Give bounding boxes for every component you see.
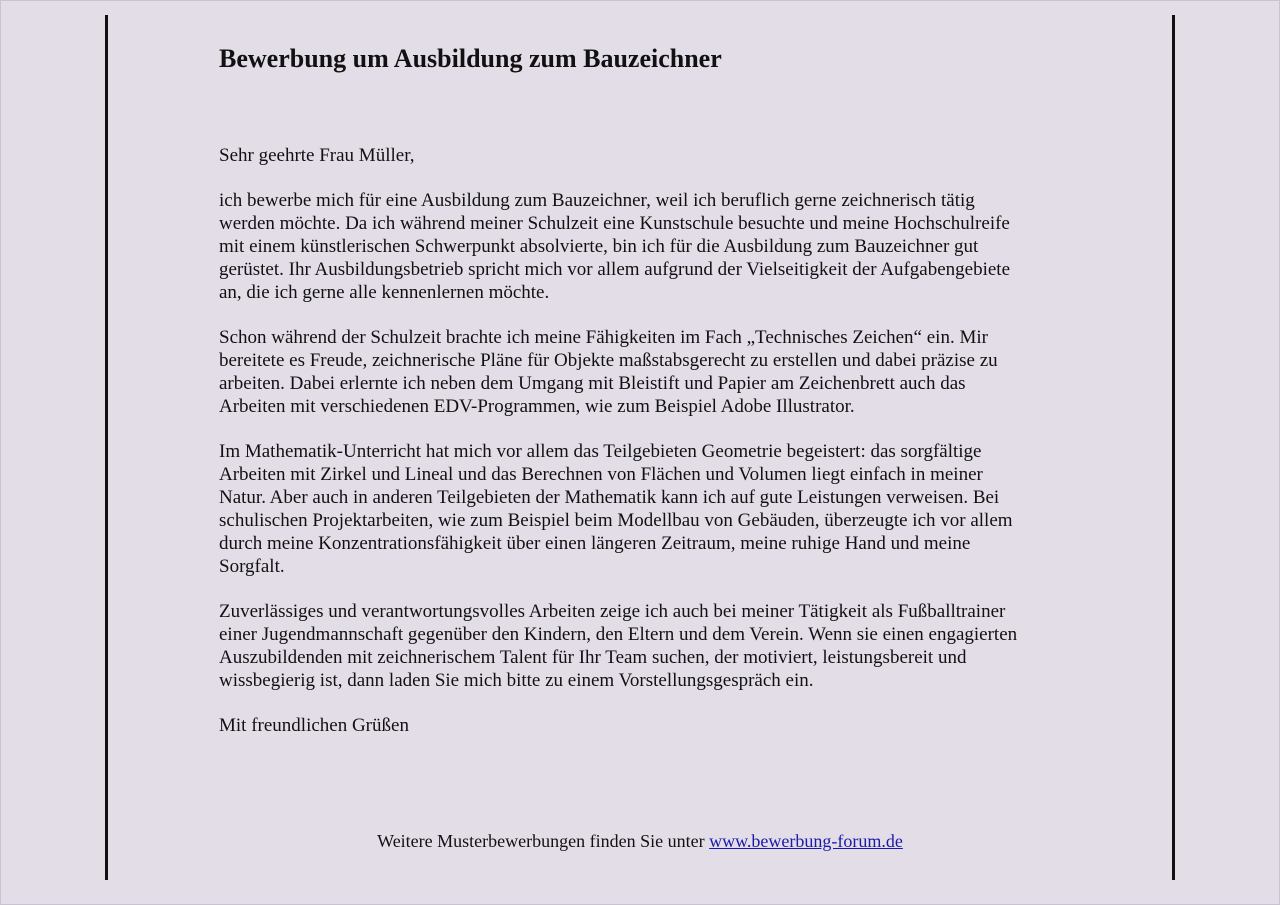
- paragraph-line: werden möchte. Da ich während meiner Schulzeit eine Kunstschule besuchte und meine Hochschulreife: [219, 213, 1010, 234]
- paragraph-4: [219, 600, 1069, 692]
- footer: [0, 830, 1280, 852]
- paragraph-line: wissbegierig ist, dann laden Sie mich bitte zu einem Vorstellungsgespräch ein.: [219, 670, 814, 691]
- paragraph-line: Sorgfalt.: [219, 556, 285, 577]
- paragraph-line: Arbeiten mit verschiedenen EDV-Programmen, wie zum Beispiel Adobe Illustrator.: [219, 396, 855, 417]
- closing-phrase: Mit freundlichen Grüßen: [219, 715, 409, 736]
- paragraph-line: an, die ich gerne alle kennenlernen möchte.: [219, 282, 550, 303]
- footer-text: Weitere Musterbewerbungen finden Sie unter: [377, 831, 710, 851]
- document-title: Bewerbung um Ausbildung zum Bauzeichner: [219, 44, 722, 73]
- paragraph-line: durch meine Konzentrationsfähigkeit über einen längeren Zeitraum, meine ruhige Hand und meine: [219, 533, 971, 554]
- letter-body: [219, 144, 1069, 737]
- paragraph-line: gerüstet. Ihr Ausbildungsbetrieb spricht mich vor allem aufgrund der Vielseitigkeit der Aufgabengebiete: [219, 259, 1011, 280]
- paragraph-line: ich bewerbe mich für eine Ausbildung zum Bauzeichner, weil ich beruflich gerne zeichnerisch tätig: [219, 190, 975, 211]
- paragraph-line: einer Jugendmannschaft gegenüber den Kindern, den Eltern und dem Verein. Wenn sie einen engagierten: [219, 624, 1018, 645]
- paragraph-line: Auszubildenden mit zeichnerischem Talent für Ihr Team suchen, der motiviert, leistungsbereit und: [219, 647, 967, 668]
- paragraph-line: Zuverlässiges und verantwortungsvolles Arbeiten zeige ich auch bei meiner Tätigkeit als Fußballtrainer: [219, 601, 1006, 622]
- paragraph-line: Arbeiten mit Zirkel und Lineal und das Berechnen von Flächen und Volumen liegt einfach in meiner: [219, 464, 983, 485]
- paragraph-3: [219, 440, 1069, 578]
- paragraph-1: [219, 189, 1069, 304]
- salutation: Sehr geehrte Frau Müller,: [219, 145, 415, 166]
- paragraph-2: [219, 326, 1069, 418]
- paragraph-line: bereitete es Freude, zeichnerische Pläne für Objekte maßstabsgerecht zu erstellen und dabei präzise zu: [219, 350, 998, 371]
- paragraph-line: arbeiten. Dabei erlernte ich neben dem Umgang mit Bleistift und Papier am Zeichenbrett auch das: [219, 373, 966, 394]
- paragraph-line: Natur. Aber auch in anderen Teilgebieten der Mathematik kann ich auf gute Leistungen verweisen. Bei: [219, 487, 1000, 508]
- paragraph-line: Im Mathematik-Unterricht hat mich vor allem das Teilgebieten Geometrie begeistert: das sorgfältige: [219, 441, 982, 462]
- right-margin-rule: [1172, 15, 1175, 880]
- paragraph-line: mit einem künstlerischen Schwerpunkt absolvierte, bin ich für die Ausbildung zum Bauzeichner gut: [219, 236, 979, 257]
- left-margin-rule: [105, 15, 108, 880]
- footer-website-link[interactable]: www.bewerbung-forum.de: [709, 831, 903, 851]
- letter-header: [219, 40, 1069, 78]
- paragraph-line: Schon während der Schulzeit brachte ich meine Fähigkeiten im Fach „Technisches Zeichen“ ein. Mir: [219, 327, 988, 348]
- paragraph-line: schulischen Projektarbeiten, wie zum Beispiel beim Modellbau von Gebäuden, überzeugte ich vor allem: [219, 510, 1013, 531]
